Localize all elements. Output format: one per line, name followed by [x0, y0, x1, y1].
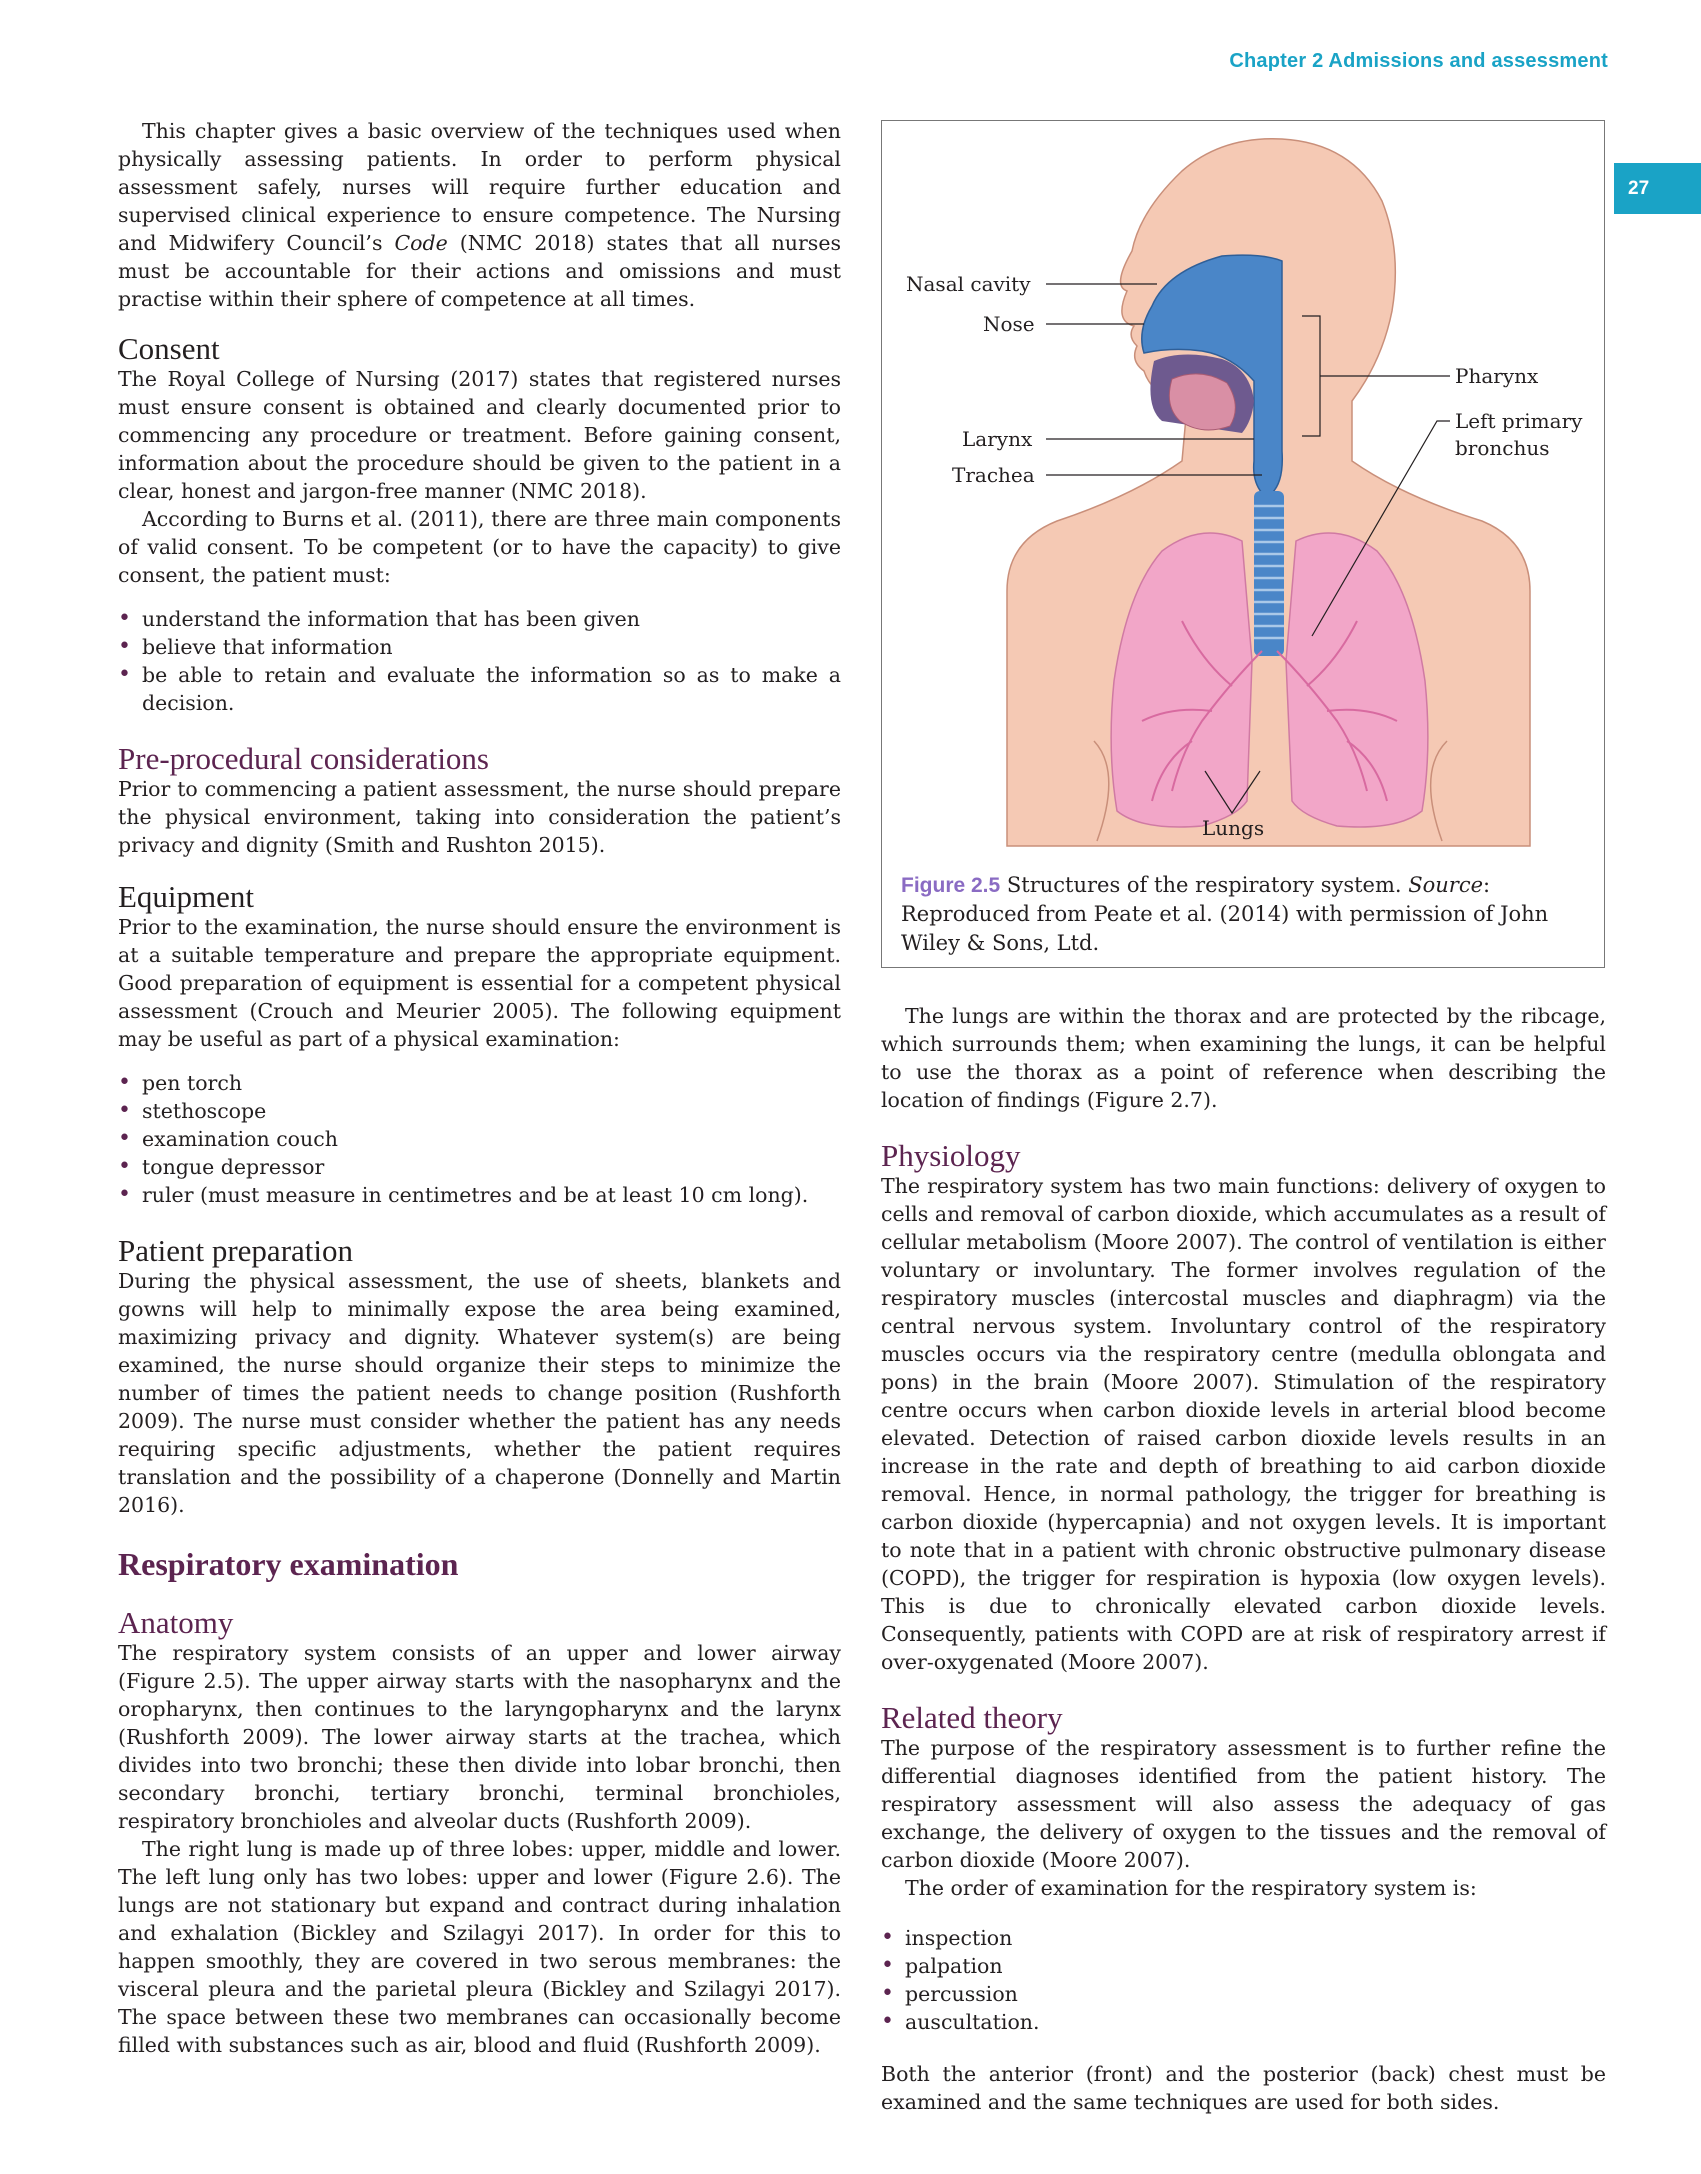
consent-heading: Consent: [118, 331, 220, 366]
label-left-primary-bronchus: Left primary: [1455, 409, 1583, 433]
page-number: 27: [1628, 177, 1650, 199]
related-paragraph-2: The order of examination for the respiratory system is:: [905, 1876, 1477, 1900]
list-item: • examination couch: [118, 1125, 841, 1153]
consent-paragraph-2: According to Burns et al. (2011), there are three main components of valid consent. To be competent (or to have the capacity) to give consent, the patient must:: [118, 507, 841, 587]
anatomy-paragraph-1: The respiratory system consists of an upper and lower airway (Figure 2.5). The upper airway starts with the nasopharynx and the oropharynx, then continues to the laryngopharynx and the larynx (Rushforth 2009). The lower airway starts at the trachea, which divides into two bronchi; these then divide into lobar bronchi, then secondary bronchi, tertiary bronchi, terminal bronchioles, respiratory bronchioles and alveolar ducts (Rushforth 2009).: [118, 1641, 841, 1833]
intro-paragraph: This chapter gives a basic overview of the techniques used when physically assessing patients. In order to perform physical assessment safely, nurses will require further education and supervised clinical experience to ensure competence. The Nursing and Midwifery Council’s Code (NMC 2018) states that all nurses must be accountable for their actions and omissions and must practise within their sphere of competence at all times.: [118, 119, 841, 311]
consent-list: [118, 605, 841, 717]
respiratory-illustration: [882, 121, 1606, 861]
list-item: • believe that information: [118, 633, 841, 661]
related-paragraph-1: The purpose of the respiratory assessment is to further refine the differential diagnoses identified from the patient history. The respiratory assessment will also assess the adequacy of gas exchange, the delivery of oxygen to the tissues and the removal of carbon dioxide (Moore 2007).: [881, 1736, 1606, 1872]
right-column: [881, 1002, 1606, 2116]
code-italic: Code: [394, 231, 448, 255]
list-item: • understand the information that has been given: [118, 605, 841, 633]
examination-order-list: [881, 1924, 1606, 2036]
running-head: Chapter 2 Admissions and assessment: [1229, 50, 1608, 72]
figure-caption: Figure 2.5 Structures of the respiratory system. Source: Reproduced from Peate et al. (2014) with permission of John Wiley & Sons, Ltd.: [901, 873, 1549, 955]
trachea-shape: [1254, 491, 1284, 656]
list-item: • ruler (must measure in centimetres and be at least 10 cm long).: [118, 1181, 841, 1209]
label-nasal-cavity: Nasal cavity: [906, 272, 1031, 296]
physiology-heading: Physiology: [881, 1138, 1021, 1173]
patient-prep-heading: Patient preparation: [118, 1233, 353, 1268]
list-item: • inspection: [881, 1924, 1606, 1952]
patient-prep-paragraph: During the physical assessment, the use of sheets, blankets and gowns will help to minimally expose the area being examined, maximizing privacy and dignity. Whatever system(s) are being examined, the nurse should organize their steps to minimize the number of times the patient needs to change position (Rushforth 2009). The nurse must consider whether the patient has any needs requiring specific adjustments, whether the patient requires translation and the possibility of a chaperone (Donnelly and Martin 2016).: [118, 1269, 841, 1517]
label-trachea: Trachea: [952, 463, 1035, 487]
related-theory-heading: Related theory: [881, 1700, 1063, 1735]
label-nose: Nose: [983, 312, 1035, 336]
closing-paragraph: Both the anterior (front) and the posterior (back) chest must be examined and the same techniques are used for both sides.: [881, 2062, 1606, 2114]
label-left-primary-bronchus-line2: bronchus: [1455, 436, 1550, 460]
figure-2-5: [881, 120, 1605, 968]
equipment-list: [118, 1069, 841, 1209]
label-larynx: Larynx: [962, 427, 1033, 451]
list-item: • be able to retain and evaluate the information so as to make a decision.: [118, 661, 841, 717]
lungs-paragraph: The lungs are within the thorax and are protected by the ribcage, which surrounds them; when examining the lungs, it can be helpful to use the thorax as a point of reference when describing the location of findings (Figure 2.7).: [881, 1004, 1606, 1112]
anatomy-paragraph-2: The right lung is made up of three lobes: upper, middle and lower. The left lung only has two lobes: upper and lower (Figure 2.6). The lungs are not stationary but expand and contract during inhalation and exhalation (Bickley and Szilagyi 2017). In order for this to happen smoothly, they are covered in two serous membranes: the visceral pleura and the parietal pleura (Bickley and Szilagyi 2017). The space between these two membranes can occasionally become filled with substances such as air, blood and fluid (Rushforth 2009).: [118, 1837, 841, 2057]
equipment-paragraph: Prior to the examination, the nurse should ensure the environment is at a suitable temperature and prepare the appropriate equipment. Good preparation of equipment is essential for a competent physical assessment (Crouch and Meurier 2005). The following equipment may be useful as part of a physical examination:: [118, 915, 841, 1051]
equipment-heading: Equipment: [118, 879, 255, 914]
list-item: • percussion: [881, 1980, 1606, 2008]
list-item: • palpation: [881, 1952, 1606, 1980]
list-item: • tongue depressor: [118, 1153, 841, 1181]
anatomy-heading: Anatomy: [118, 1605, 234, 1640]
list-item: • auscultation.: [881, 2008, 1606, 2036]
respiratory-exam-heading: Respiratory examination: [118, 1546, 459, 1582]
page-number-tab: [1614, 163, 1701, 214]
label-pharynx: Pharynx: [1455, 364, 1539, 388]
figure-number: Figure 2.5: [901, 874, 1001, 897]
list-item: • stethoscope: [118, 1097, 841, 1125]
preproc-heading: Pre-procedural considerations: [118, 741, 490, 776]
label-lungs: Lungs: [1202, 816, 1265, 840]
physiology-paragraph: The respiratory system has two main functions: delivery of oxygen to cells and removal of carbon dioxide, which accumulates as a result of cellular metabolism (Moore 2007). The control of ventilation is either voluntary or involuntary. The former involves regulation of the respiratory muscles (intercostal muscles and diaphragm) via the central nervous system. Involuntary control of the respiratory muscles occurs via the respiratory centre (medulla oblongata and pons) in the brain (Moore 2007). Stimulation of the respiratory centre occurs when carbon dioxide levels in arterial blood become elevated. Detection of raised carbon dioxide levels results in an increase in the rate and depth of breathing to aid carbon dioxide removal. Hence, in normal pathology, the trigger for breathing is carbon dioxide (hypercapnia) and not oxygen levels. It is important to note that in a patient with chronic obstructive pulmonary disease (COPD), the trigger for respiration is hypoxia (low oxygen levels). This is due to chronically elevated carbon dioxide levels. Consequently, patients with COPD are at risk of respiratory arrest if over-oxygenated (Moore 2007).: [881, 1174, 1606, 1674]
left-column: [118, 117, 841, 2059]
preproc-paragraph: Prior to commencing a patient assessment, the nurse should prepare the physical environment, taking into consideration the patient’s privacy and dignity (Smith and Rushton 2015).: [118, 777, 841, 857]
list-item: • pen torch: [118, 1069, 841, 1097]
consent-paragraph-1: The Royal College of Nursing (2017) states that registered nurses must ensure consent is obtained and clearly documented prior to commencing any procedure or treatment. Before gaining consent, information about the procedure should be given to the patient in a clear, honest and jargon-free manner (NMC 2018).: [118, 367, 841, 503]
